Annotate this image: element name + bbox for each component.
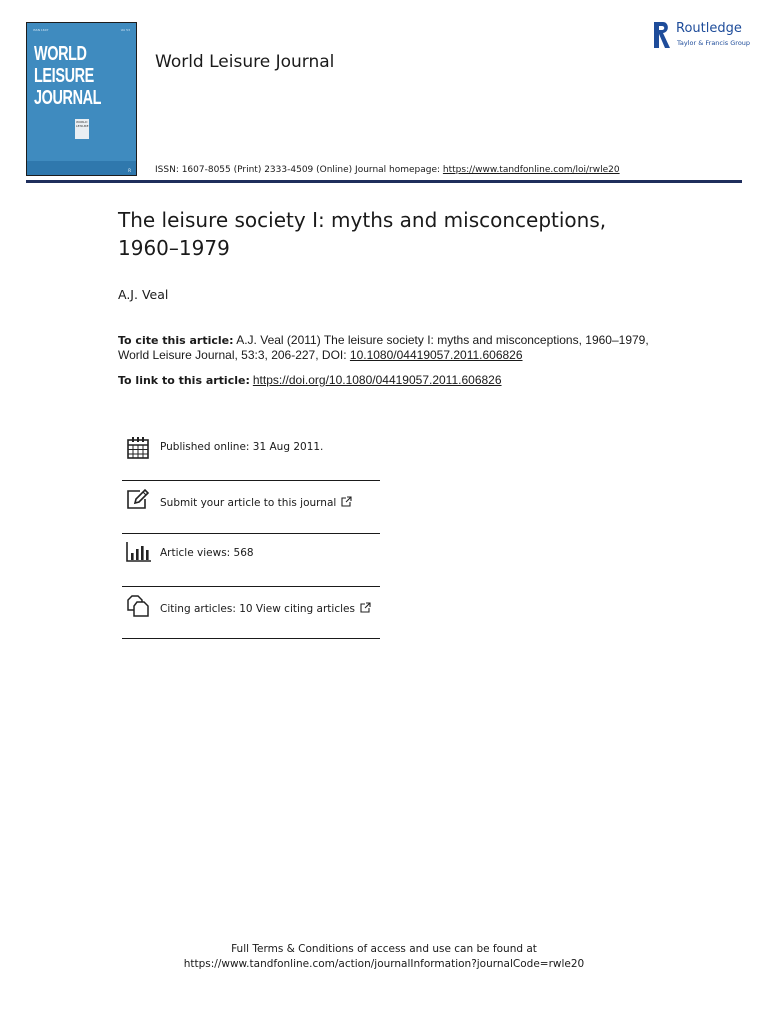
info-divider [122, 586, 380, 587]
calendar-icon [126, 436, 150, 460]
published-online-row [122, 434, 380, 464]
cite-label: To cite this article: [118, 334, 234, 347]
link-label: To link to this article: [118, 374, 250, 387]
article-views-text: Article views: 568 [160, 547, 254, 559]
journal-title: World Leisure Journal [155, 52, 335, 72]
external-link-icon [341, 496, 352, 507]
cover-volume-mark: Vol 53 [120, 28, 130, 32]
cover-issn-mark: ISSN 1607 [33, 28, 49, 32]
article-title: The leisure society I: myths and misconceptions, 1960–1979 [118, 208, 607, 260]
terms-text: Full Terms & Conditions of access and use can be found at [231, 943, 537, 955]
journal-homepage-link[interactable]: https://www.tandfonline.com/loi/rwle20 [442, 165, 620, 175]
info-divider [122, 638, 380, 639]
header-divider [26, 180, 742, 183]
cite-text: A.J. Veal (2011) The leisure society I: myths and misconceptions, 1960–1979, World Leisure Journal, 53:3, 206-227, DOI: [118, 333, 649, 362]
cover-publisher-mark: R [128, 168, 131, 173]
routledge-r-icon [652, 20, 672, 50]
article-views-row [122, 540, 380, 570]
article-url-link[interactable]: https://doi.org/10.1080/04419057.2011.606826 [252, 373, 502, 387]
doi-link[interactable]: 10.1080/04419057.2011.606826 [349, 348, 523, 362]
publisher-name: Routledge [676, 21, 742, 36]
cover-title: WORLD LEISURE JOURNAL [34, 43, 102, 109]
submit-article-row[interactable] [122, 487, 380, 517]
edit-icon [126, 488, 150, 510]
citation-block [118, 333, 678, 363]
link-to-article [118, 373, 502, 387]
issn-line [155, 165, 620, 175]
citing-articles-link[interactable]: Citing articles: 10 View citing articles [160, 602, 371, 615]
publisher-logo[interactable] [652, 20, 752, 52]
journal-cover-image [26, 22, 137, 176]
info-divider [122, 533, 380, 534]
external-link-icon [360, 602, 371, 613]
issn-text: ISSN: 1607-8055 (Print) 2333-4509 (Online) Journal homepage: [155, 165, 443, 175]
publisher-group: Taylor & Francis Group [677, 39, 751, 47]
published-online-text: Published online: 31 Aug 2011. [160, 441, 324, 453]
article-author: A.J. Veal [118, 287, 169, 302]
citing-articles-row[interactable] [122, 593, 380, 623]
terms-footer [0, 942, 768, 972]
terms-link[interactable]: https://www.tandfonline.com/action/journalInformation?journalCode=rwle20 [183, 958, 585, 970]
submit-article-link[interactable]: Submit your article to this journal [160, 496, 352, 509]
bar-chart-icon [126, 541, 152, 563]
info-divider [122, 480, 380, 481]
cover-inset-logo: WORLD LEISURE [75, 119, 89, 139]
documents-icon [126, 594, 152, 618]
cover-footer-stripe [27, 161, 136, 176]
